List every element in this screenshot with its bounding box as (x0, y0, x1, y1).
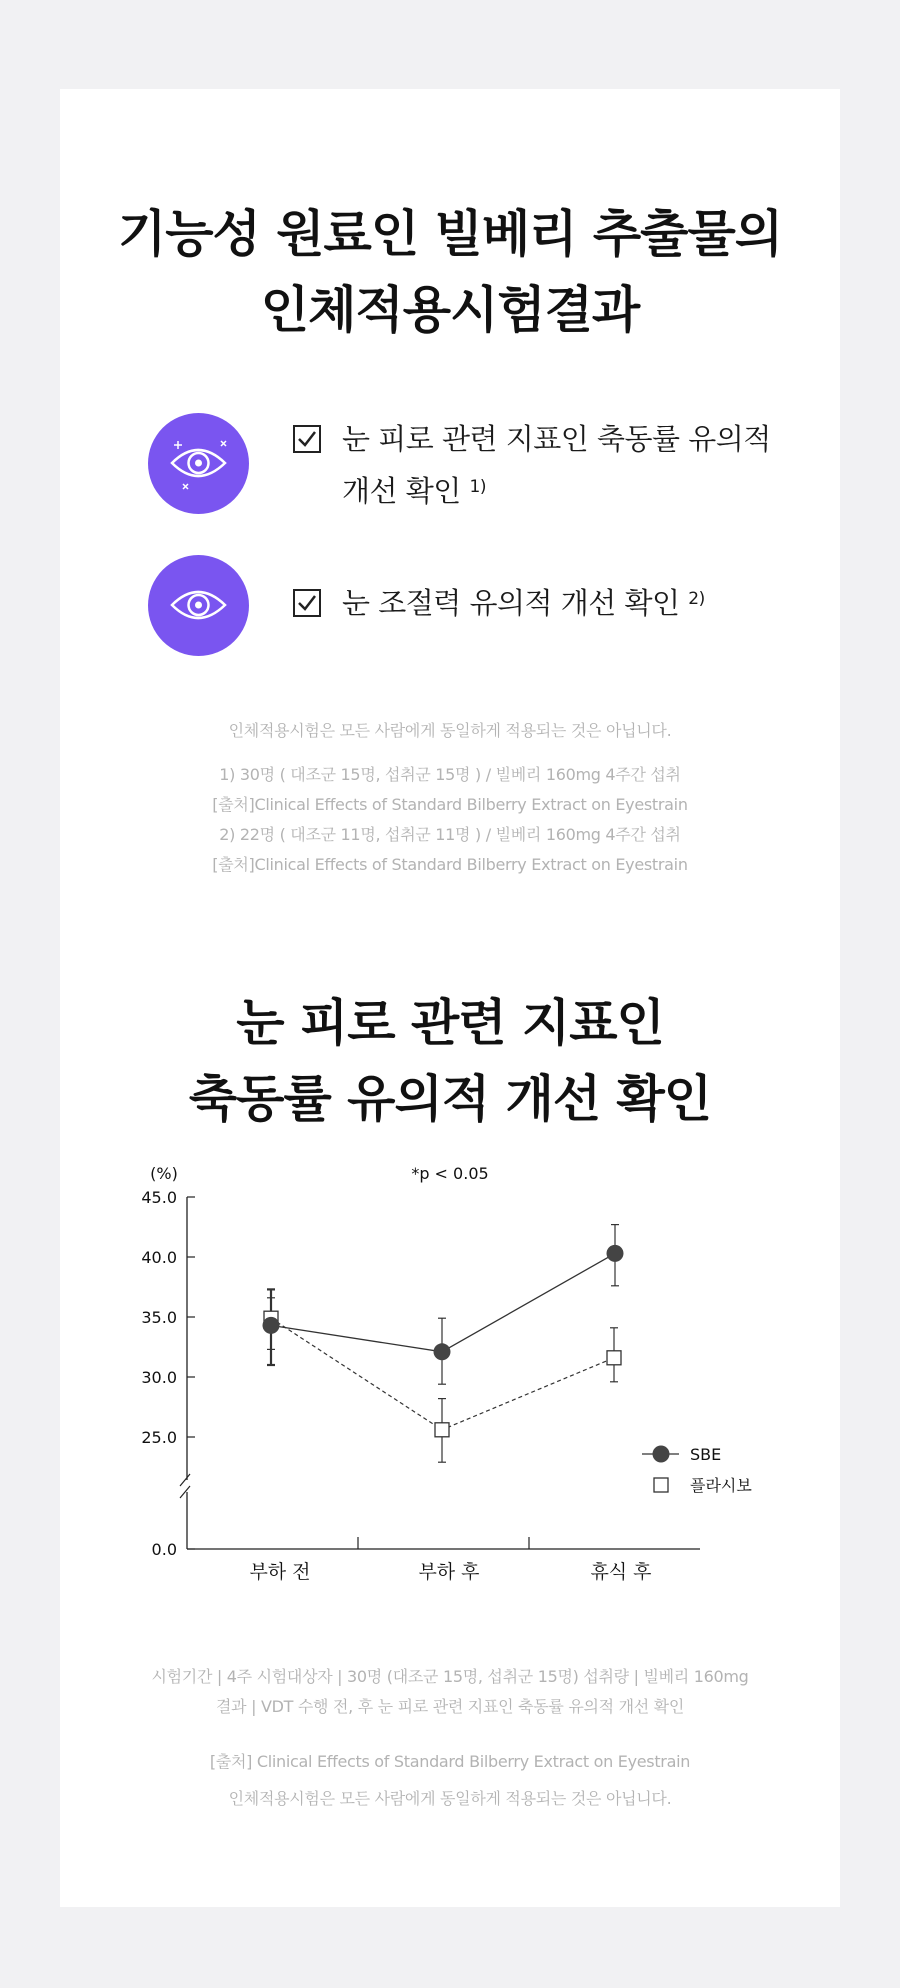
chart-svg (0, 1150, 900, 1600)
section1-title (0, 196, 900, 348)
axis-break-mark (180, 1486, 190, 1498)
y-unit-label: (%) (150, 1164, 178, 1183)
feature-line: 눈 조절력 유의적 개선 확인 (342, 586, 680, 620)
sbe-point (434, 1343, 451, 1360)
reference-line: [출처]Clinical Effects of Standard Bilberry Extract on Eyestrain (212, 795, 688, 814)
section1-title-line1: 기능성 원료인 빌베리 추출물의 (117, 205, 783, 263)
sbe-line (271, 1253, 615, 1351)
footer-source: [출처] Clinical Effects of Standard Bilberry Extract on Eyestrain (209, 1752, 691, 1771)
axis-break-mark (180, 1474, 190, 1486)
section1-references (0, 760, 900, 880)
significance-annotation: *p < 0.05 (411, 1164, 489, 1183)
sbe-point (263, 1317, 280, 1334)
checkbox-icon (293, 425, 321, 453)
section2-title-line2: 축동률 유의적 개선 확인 (188, 1070, 712, 1128)
study-result: 결과 | VDT 수행 전, 후 눈 피로 관련 지표인 축동률 유의적 개선 확인 (216, 1697, 684, 1716)
sparkle-eye-icon (148, 413, 249, 514)
section2-title-line1: 눈 피로 관련 지표인 (236, 994, 664, 1052)
legend-sbe-label: SBE (690, 1445, 722, 1464)
x-category-label: 부하 후 (418, 1561, 480, 1583)
feature-text (342, 577, 705, 629)
placebo-point (607, 1351, 621, 1365)
x-category-label: 부하 전 (249, 1561, 311, 1583)
y-tick-label: 45.0 (141, 1188, 177, 1207)
footer-disclaimer: 인체적용시험은 모든 사람에게 동일하게 적용되는 것은 아닙니다. (228, 1789, 672, 1808)
section1-disclaimer: 인체적용시험은 모든 사람에게 동일하게 적용되는 것은 아닙니다. (228, 721, 672, 740)
footnote-ref: 1) (469, 477, 486, 497)
reference-line: 1) 30명 ( 대조군 15명, 섭취군 15명 ) / 빌베리 160mg 4주간 섭취 (219, 765, 681, 784)
feature-text (342, 413, 771, 517)
section1-title-line2: 인체적용시험결과 (260, 281, 640, 339)
eye-icon (148, 555, 249, 656)
placebo-point (435, 1423, 449, 1437)
legend-placebo-marker (654, 1478, 668, 1492)
feature-line: 눈 피로 관련 지표인 축동률 유의적 (342, 422, 771, 456)
legend-placebo-label: 플라시보 (690, 1476, 752, 1495)
sbe-point (607, 1245, 624, 1262)
feature-line: 개선 확인 (342, 474, 461, 508)
checkbox-icon (293, 589, 321, 617)
pupil-constriction-chart (0, 1150, 900, 1600)
section2-title (0, 985, 900, 1137)
study-info: 시험기간 | 4주 시험대상자 | 30명 (대조군 15명, 섭취군 15명) 섭취량 | 빌베리 160mg (151, 1667, 749, 1686)
y-tick-label: 30.0 (141, 1368, 177, 1387)
reference-line: [출처]Clinical Effects of Standard Bilberry Extract on Eyestrain (212, 855, 688, 874)
x-category-label: 휴식 후 (590, 1561, 652, 1583)
y-tick-label: 40.0 (141, 1248, 177, 1267)
y-tick-label: 0.0 (151, 1540, 177, 1559)
legend-sbe-marker (653, 1446, 670, 1463)
y-tick-label: 35.0 (141, 1308, 177, 1327)
y-tick-label: 25.0 (141, 1428, 177, 1447)
reference-line: 2) 22명 ( 대조군 11명, 섭취군 11명 ) / 빌베리 160mg 4주간 섭취 (219, 825, 681, 844)
footnote-ref: 2) (688, 589, 705, 609)
study-summary (0, 1662, 900, 1722)
